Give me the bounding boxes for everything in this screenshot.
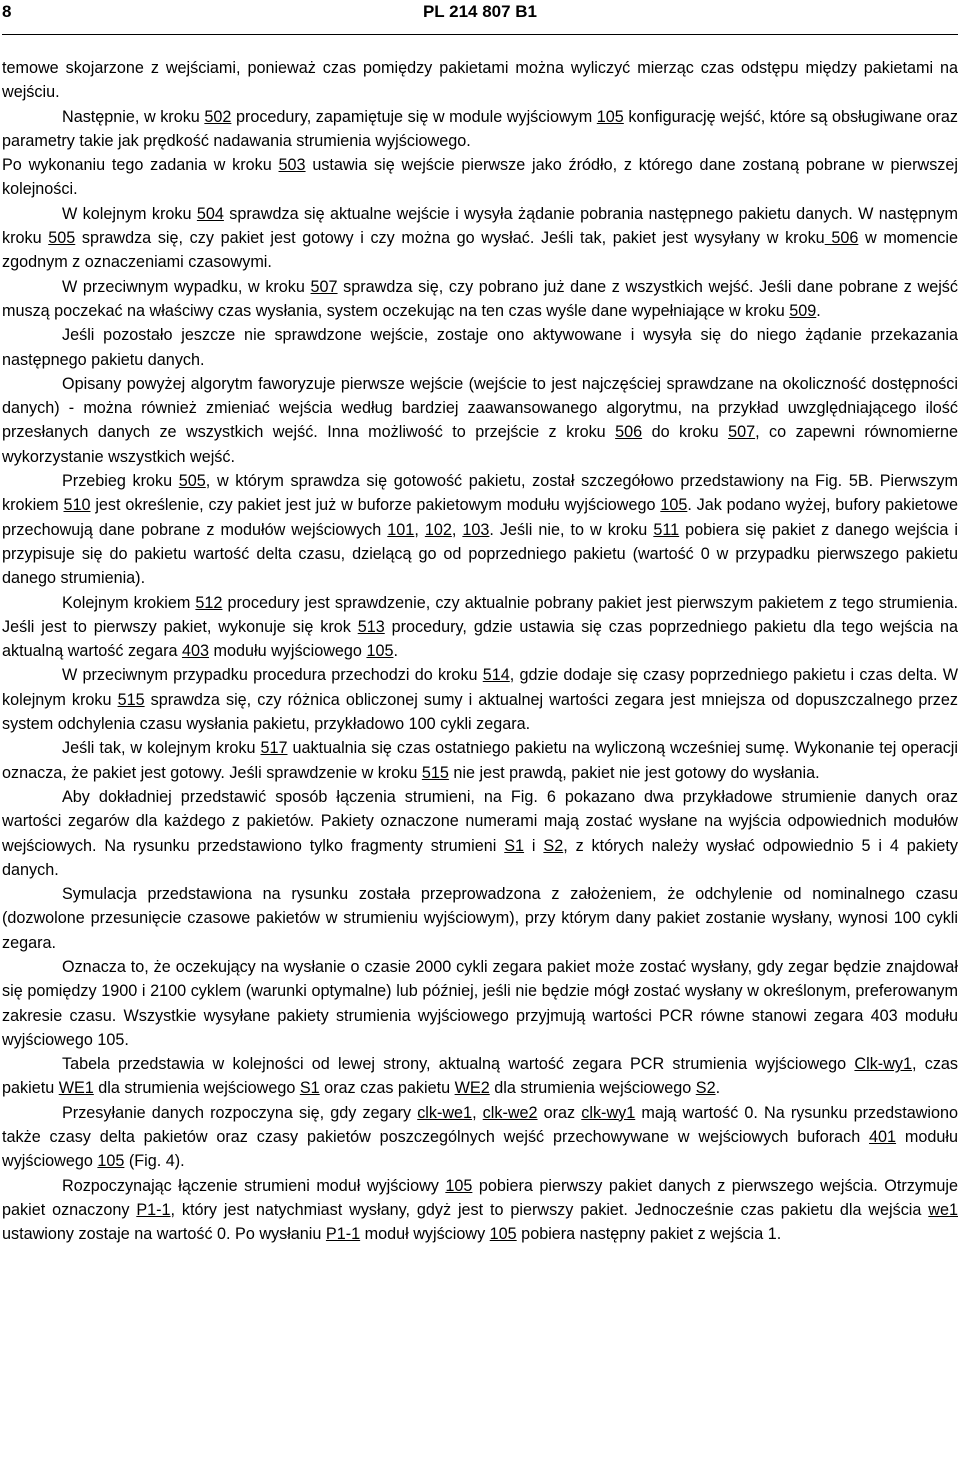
reference-numeral: 105 — [489, 1225, 517, 1244]
paragraph: Przesyłanie danych rozpoczyna się, gdy zegary clk-we1, clk-we2 oraz clk-wy1 mają wartość 0. Na rysunku przedstawiono także czasy delta pakietów oraz czasy pakietów poszczególnych wejść przechowywane w wejściowych buforach 401 modułu wyjściowego 105 (Fig. 4). — [2, 1103, 958, 1171]
reference-numeral: 505 — [178, 472, 206, 491]
paragraph: Jeśli tak, w kolejnym kroku 517 uaktualnia się czas ostatniego pakietu na wyliczoną wcześniej sumę. Wykonanie tej operacji oznacza, że pakiet jest gotowy. Jeśli sprawdzenie w kroku 515 nie jest prawdą, pakiet nie jest gotowy do wysłania. — [2, 739, 958, 782]
reference-numeral: 511 — [653, 520, 680, 539]
reference-numeral: WE1 — [58, 1079, 94, 1098]
page-header — [2, 0, 958, 35]
paragraph: temowe skojarzone z wejściami, ponieważ czas pomiędzy pakietami można wyliczyć mierząc czas odstępu między pakietami na wejściu. — [2, 59, 958, 102]
reference-numeral: S1 — [299, 1079, 320, 1098]
reference-numeral: clk-wy1 — [581, 1103, 636, 1122]
reference-numeral: 401 — [869, 1128, 897, 1147]
reference-numeral: clk-we1 — [417, 1103, 473, 1122]
reference-numeral: 507 — [310, 277, 338, 296]
page-number: 8 — [2, 2, 12, 21]
paragraph: W przeciwnym wypadku, w kroku 507 sprawdza się, czy pobrano już dane z wszystkich wejść. Jeśli dane pobrane z wejść muszą poczekać na właściwy czas wysłania, system oczekując na ten czas wyśle dane wypełniające w kroku 509. — [2, 277, 958, 320]
reference-numeral: S2 — [695, 1079, 716, 1098]
reference-numeral: 512 — [195, 593, 223, 612]
paragraph: Następnie, w kroku 502 procedury, zapamiętuje się w module wyjściowym 105 konfigurację wejść, które są obsługiwane oraz parametry takie jak prędkość nadawania strumienia wyjściowego. — [2, 107, 959, 150]
paragraph: Aby dokładniej przedstawić sposób łączenia strumieni, na Fig. 6 pokazano dwa przykładowe strumienie danych oraz wartości zegarów dla każdego z pakietów. Pakiety oznaczone numerami mają zostać wysłane na wyjścia odpowiednich modułów wejściowych. Na rysunku przedstawiono tylko fragmenty strumieni S1 i S2, z których należy wysłać odpowiednio 5 i 4 pakiety danych. — [2, 787, 958, 879]
reference-numeral: 503 — [278, 156, 306, 175]
reference-numeral: 514 — [482, 666, 510, 685]
document-id: PL 214 807 B1 — [422, 2, 538, 21]
reference-numeral: P1-1 — [325, 1225, 361, 1244]
paragraph: W przeciwnym przypadku procedura przechodzi do kroku 514, gdzie dodaje się czasy poprzedniego pakietu i czas delta. W kolejnym kroku 515 sprawdza się, czy różnica obliczonej sumy i aktualnej wartości zegara jest mniejsza od dopuszczalnego przez system odchylenia czasu wysłania pakietu, przykładowo 100 cykli zegara. — [2, 666, 958, 734]
reference-numeral: 509 — [789, 301, 817, 320]
reference-numeral: 103 — [462, 520, 490, 539]
reference-numeral: 506 — [824, 229, 859, 248]
paragraph: Oznacza to, że oczekujący na wysłanie o czasie 2000 cykli zegara pakiet może zostać wysłany, gdy zegar będzie znajdował się pomiędzy 1900 i 2100 cyklem (warunki optymalne) lub później, jeśli nie będzie mógł zostać wysłany w określonym, preferowanym zakresie czasu. Wszystkie wysyłane pakiety strumienia wyjściowego przyjmują wartości PCR równe stanowi zegara 403 modułu wyjściowego 105. — [2, 957, 958, 1049]
body-text — [2, 56, 958, 1247]
reference-numeral: Clk-wy1 — [854, 1055, 912, 1074]
reference-numeral: clk-we2 — [482, 1103, 538, 1122]
paragraph: Po wykonaniu tego zadania w kroku 503 ustawia się wejście pierwsze jako źródło, z którego dane zostaną pobrane w pierwszej kolejności. — [2, 156, 958, 199]
reference-numeral: 105 — [445, 1176, 473, 1195]
reference-numeral: 506 — [615, 423, 643, 442]
reference-numeral: 502 — [204, 107, 232, 126]
paragraph: Jeśli pozostało jeszcze nie sprawdzone wejście, zostaje ono aktywowane i wysyła się do niego żądanie przekazania następnego pakietu danych. — [2, 326, 958, 369]
reference-numeral: 105 — [366, 642, 394, 661]
paragraph: W kolejnym kroku 504 sprawdza się aktualne wejście i wysyła żądanie pobrania następnego pakietu danych. W następnym kroku 505 sprawdza się, czy pakiet jest gotowy i czy można go wysłać. Jeśli tak, pakiet jest wysyłany w kroku 506 w momencie zgodnym z oznaczeniami czasowymi. — [2, 204, 958, 272]
paragraph: Tabela przedstawia w kolejności od lewej strony, aktualną wartość zegara PCR strumienia wyjściowego Clk-wy1, czas pakietu WE1 dla strumienia wejściowego S1 oraz czas pakietu WE2 dla strumienia wejściowego S2. — [2, 1055, 959, 1098]
reference-numeral: 105 — [97, 1152, 125, 1171]
reference-numeral: S2 — [543, 836, 564, 855]
paragraph: Kolejnym krokiem 512 procedury jest sprawdzenie, czy aktualnie pobrany pakiet jest pierwszym pakietem z tego strumienia. Jeśli jest to pierwszy pakiet, wykonuje się krok 513 procedury, gdzie ustawia się czas poprzedniego pakietu dla tego wejścia na aktualną wartość zegara 403 modułu wyjściowego 105. — [2, 593, 958, 661]
reference-numeral: 517 — [260, 739, 288, 758]
reference-numeral: 513 — [357, 617, 385, 636]
reference-numeral: 505 — [48, 229, 76, 248]
paragraph: Symulacja przedstawiona na rysunku została przeprowadzona z założeniem, że odchylenie od nominalnego czasu (dozwolone przesunięcie czasowe pakietów w strumieniu wyjściowym), przy którym dany pakiet zostanie wysłany, wynosi 100 cykli zegara. — [2, 885, 958, 952]
paragraph: Przebieg kroku 505, w którym sprawdza się gotowość pakietu, został szczegółowo przedstawiony na Fig. 5B. Pierwszym krokiem 510 jest określenie, czy pakiet jest już w buforze pakietowym modułu wyjściowego 105. Jak podano wyżej, bufory pakietowe przechowują dane pobrane z modułów wejściowych 101, 102, 103. Jeśli nie, to w kroku 511 pobiera się pakiet z danego wejścia i przypisuje się do pakietu wartość delta czasu, dzielącą go od poprzedniego pakietu (wartość 0 w przypadku pierwszego pakietu danego strumienia). — [2, 472, 959, 588]
reference-numeral: 102 — [424, 520, 452, 539]
reference-numeral: 403 — [181, 642, 209, 661]
reference-numeral: 515 — [117, 690, 145, 709]
reference-numeral: WE2 — [454, 1079, 490, 1098]
reference-numeral: 504 — [196, 204, 224, 223]
paragraph: Rozpoczynając łączenie strumieni moduł wyjściowy 105 pobiera pierwszy pakiet danych z pierwszego wejścia. Otrzymuje pakiet oznaczony P1-1, który jest natychmiast wysłany, gdyż jest to pierwszy pakiet. Jednocześnie czas pakietu dla wejścia we1 ustawiony zostaje na wartość 0. Po wysłaniu P1-1 moduł wyjściowy 105 pobiera następny pakiet z wejścia 1. — [2, 1176, 959, 1244]
reference-numeral: S1 — [504, 836, 525, 855]
reference-numeral: 507 — [728, 423, 756, 442]
paragraph: Opisany powyżej algorytm faworyzuje pierwsze wejście (wejście to jest najczęściej sprawdzane na okoliczność dostępności danych) - można również zmieniać wejścia według bardziej zaawansowanego algorytmu, na przykład uwzględniającego ilość przesłanych danych ze wszystkich wejść. Inna możliwość to przejście z kroku 506 do kroku 507, co zapewni równomierne wykorzystanie wszystkich wejść. — [2, 374, 958, 466]
reference-numeral: we1 — [928, 1200, 958, 1219]
reference-numeral: 101 — [387, 520, 415, 539]
reference-numeral: 105 — [596, 107, 624, 126]
reference-numeral: P1-1 — [136, 1200, 171, 1219]
reference-numeral: 105 — [660, 496, 688, 515]
reference-numeral: 510 — [63, 496, 91, 515]
reference-numeral: 515 — [421, 763, 449, 782]
